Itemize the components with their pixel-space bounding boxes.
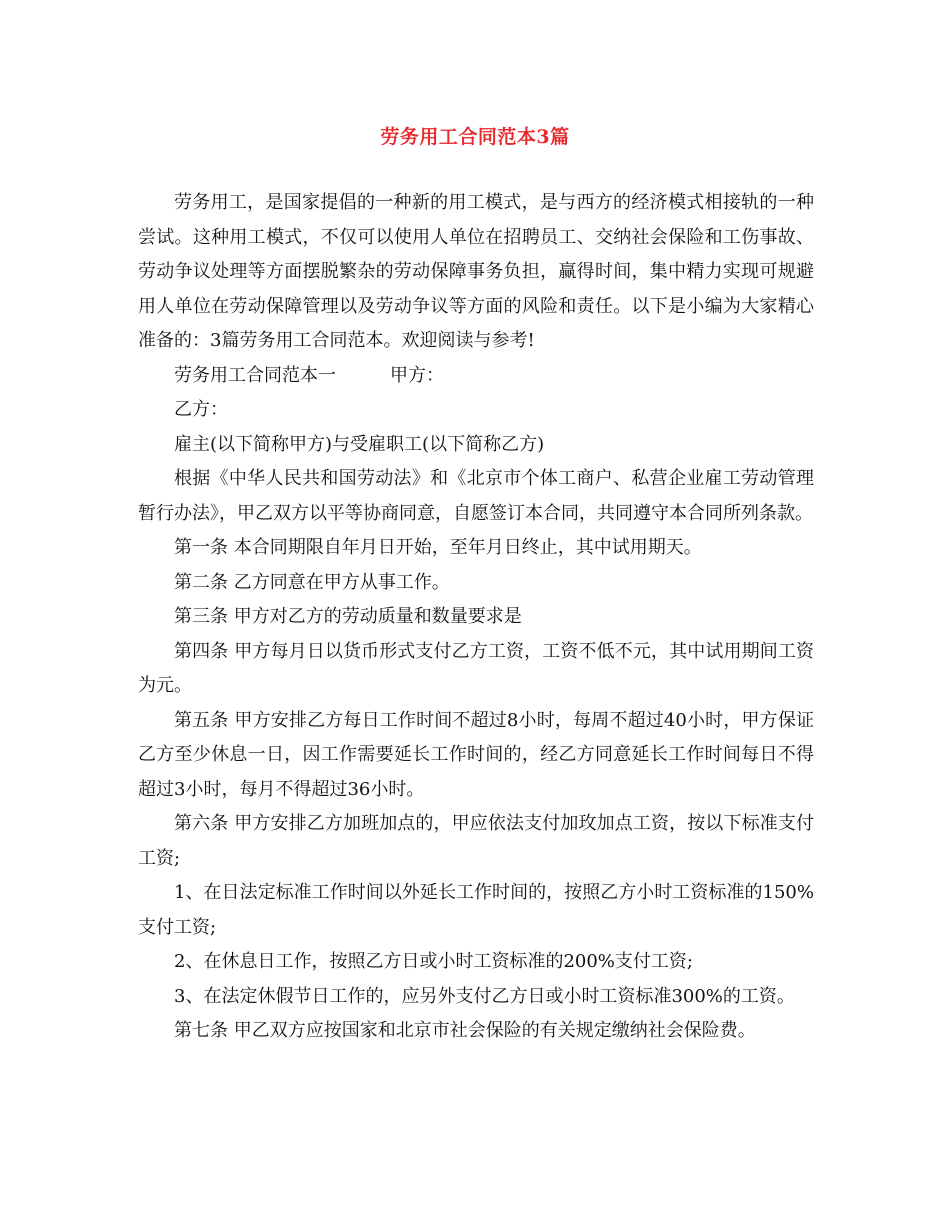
party-a-label: 甲方： bbox=[390, 364, 444, 386]
article-6-item-1: 1、在日法定标准工作时间以外延长工作时间的，按照乙方小时工资标准的150%支付工资; bbox=[138, 882, 814, 938]
employer-line: 雇主(以下简称甲方)与受雇职工(以下简称乙方) bbox=[174, 433, 545, 455]
party-b-label: 乙方： bbox=[174, 399, 228, 420]
document-title: 劳务用工合同范本3篇 bbox=[380, 126, 570, 148]
document-body bbox=[138, 186, 814, 1049]
article-7: 第七条 甲乙双方应按国家和北京市社会保险的有关规定缴纳社会保险费。 bbox=[174, 1020, 756, 1041]
article-1: 第一条 本合同期限自年月日开始，至年月日终止，其中试用期天。 bbox=[174, 537, 702, 558]
contract-heading-line bbox=[138, 359, 814, 394]
article-6: 第六条 甲方安排乙方加班加点的，甲应依法支付加玫加点工资，按以下标准支付工资; bbox=[138, 813, 814, 869]
article-6-item-2: 2、在休息日工作，按照乙方日或小时工资标准的200%支付工资; bbox=[174, 951, 693, 972]
article-5: 第五条 甲方安排乙方每日工作时间不超过8小时，每周不超过40小时，甲方保证乙方至少休息一日，因工作需要延长工作时间的，经乙方同意延长工作时间每日不得超过3小时，每月不得超过36小时。 bbox=[138, 709, 814, 800]
contract-heading: 劳务用工合同范本一 bbox=[174, 364, 336, 386]
article-2: 第二条 乙方同意在甲方从事工作。 bbox=[174, 571, 450, 593]
article-4: 第四条 甲方每月日以货币形式支付乙方工资，工资不低不元，其中试用期间工资为元。 bbox=[138, 640, 814, 696]
article-3: 第三条 甲方对乙方的劳动质量和数量要求是 bbox=[174, 606, 522, 627]
article-6-item-3: 3、在法定休假节日工作的，应另外支付乙方日或小时工资标准300%的工资。 bbox=[174, 985, 795, 1007]
intro-paragraph: 劳务用工，是国家提倡的一种新的用工模式，是与西方的经济模式相接轨的一种尝试。这种用工模式，不仅可以使用人单位在招聘员工、交纳社会保险和工伤事故、劳动争议处理等方面摆脱繁杂的劳动保障事务负担，赢得时间，集中精力实现可规避用人单位在劳动保障管理以及劳动争议等方面的风险和责任。以下是小编为大家精心准备的：3篇劳务用工合同范本。欢迎阅读与参考! bbox=[138, 192, 814, 351]
basis-paragraph: 根据《中华人民共和国劳动法》和《北京市个体工商户、私营企业雇工劳动管理暂行办法》，甲乙双方以平等协商同意，自愿签订本合同，共同遵守本合同所列条款。 bbox=[138, 468, 814, 524]
